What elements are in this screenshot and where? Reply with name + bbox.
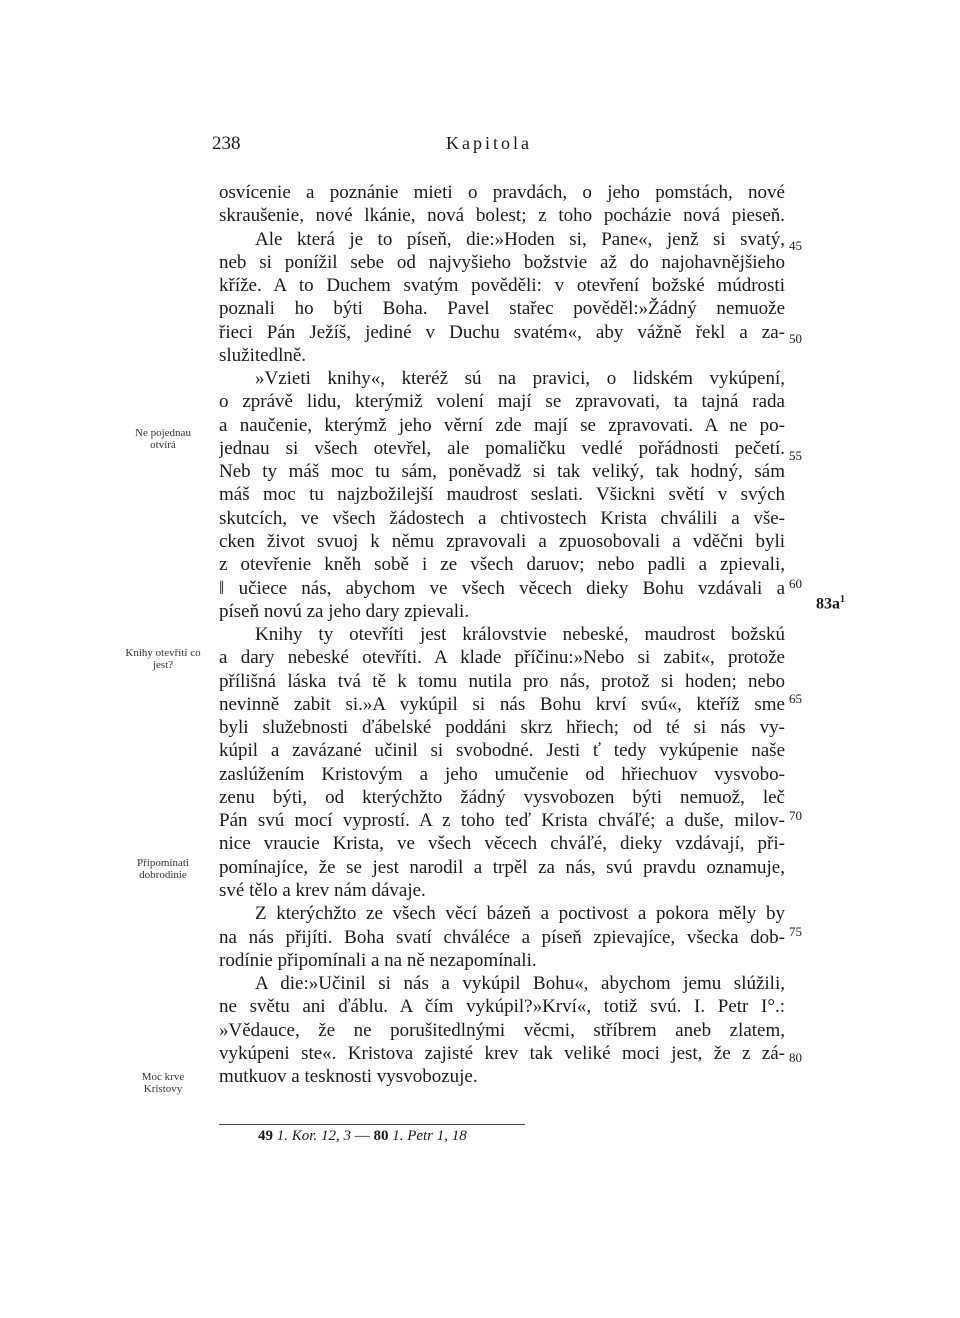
footnote-location: 12, 3	[320, 1128, 351, 1144]
folio-reference	[816, 594, 845, 613]
footnote	[258, 1128, 467, 1145]
text-line: rodínie připomínali a na ně nezapomínali.	[219, 949, 537, 971]
text-line: na nás přijíti. Boha svatí chválécе a píseň zpievajíce, všecka dob-	[219, 926, 785, 948]
text-line: své tělo a krev nám dávaje.	[219, 879, 426, 901]
text-line: přílišná láska tvá tě k tomu nutila pro nás, protož si hoden; nebo	[219, 670, 785, 692]
text-line: nevinně zabit si.»A vykúpil si nás Bohu krví svú«, kteříž sme	[219, 693, 785, 715]
text-line: pomínajíce, že se jest narodil a trpěl za nás, svú pravdu oznamuje,	[219, 856, 785, 878]
text-line: neb si ponížil sebe od najvyšieho božstvie až do najohavnějšieho	[219, 251, 785, 273]
text-line: ne světu ani ďáblu. A čím vykúpil?»Krví«, totiž svú. I. Petr I°.:	[219, 996, 785, 1018]
line-number: 60	[789, 576, 802, 591]
text-line: služitedlně.	[219, 344, 307, 366]
footnote-location: 1, 18	[436, 1128, 467, 1144]
text-line: skutcích, ve všech žádostech a chtivostech Krista chválili a vše-	[219, 507, 785, 529]
text-line: Ale která je to píseň, die:»Hoden si, Pane«, jenž si svatý,	[255, 228, 785, 250]
line-number: 55	[789, 448, 802, 463]
text-line: nice vraucie Krista, ve všech věcech chváľé, dieky vzdávají, při-	[219, 833, 785, 855]
folio-main: 83a	[816, 595, 840, 613]
running-header: Kapitola	[446, 133, 532, 153]
footnote-line-ref: 80	[373, 1128, 389, 1144]
margin-note: Knihy otevříti co jest?	[125, 647, 201, 671]
text-line: píseň novú za jeho dary zpievali.	[219, 600, 470, 622]
text-line: poznali ho býti Boha. Pavel stařec pověděl:»Žádný nemuože	[219, 298, 785, 320]
margin-note: Moc krve Kristovy	[141, 1071, 185, 1095]
folio-sup: 1	[840, 594, 845, 605]
line-number: 80	[789, 1050, 802, 1065]
text-line: máš moc tu najzbožilejší maudrost seslati. Všickni světí v svých	[219, 484, 785, 506]
text-line: byli služebnosti ďábelské poddáni skrz hřiech; od té si nás vy-	[219, 717, 785, 739]
footnote-rule	[219, 1124, 525, 1125]
footnote-line-ref: 49	[258, 1128, 273, 1144]
text-line: vykúpeni ste«. Kristova zajisté krev tak veliké moci jest, že z zá-	[219, 1042, 785, 1064]
text-line: a dary nebeské otevříti. A klade příčinu:»Nebo si zabit«, protože	[219, 647, 785, 669]
margin-note: Připomínati dobrodinie	[137, 857, 189, 881]
text-line: kříže. A to Duchem svatým pověděli: v otevření božské múdrosti	[219, 275, 785, 297]
text-line: zaslúžením Kristovým a jeho umučenie od hřiechuov vysvobo-	[219, 763, 785, 785]
text-line: a naučenie, kterýmž jeho věrní zde mají se zpravovati. A ne po-	[219, 414, 785, 436]
text-line: osvícenie a poznánie mieti o pravdách, o jeho pomstách, nové	[219, 182, 785, 203]
line-number: 65	[789, 691, 802, 706]
text-line: A die:»Učinil si nás a vykúpil Bohu«, abychom jemu slúžili,	[255, 973, 785, 995]
text-line: kúpil a zavázané učinil si svobodné. Jesti ť tedy vykúpenie naše	[219, 740, 785, 762]
text-line: z otevřenie kněh sobě i ze všech daruov; nebo padli a zpievali,	[219, 554, 785, 576]
footnote-dash: —	[354, 1128, 370, 1144]
text-line: Pán svú mocí vyprostí. A z toho teď Krista chváľé; a duše, milov-	[219, 810, 785, 832]
line-number: 45	[789, 238, 802, 253]
text-line: řieci Pán Ježíš, jediné v Duchu svatém«, aby vážně řekl a za-	[219, 321, 785, 343]
text-line: cken život svuoj k němu zpravovali a zpuosobovali a vděčni byli	[219, 530, 785, 552]
line-number: 50	[789, 331, 802, 346]
page-number: 238	[212, 133, 241, 154]
body-text	[219, 181, 785, 1088]
text-line: Knihy ty otevříti jest královstvie nebeské, maudrost božskú	[255, 624, 785, 646]
text-line: jednau si všech otevřel, ale pomaličku vedlé pořádnosti pečetí.	[219, 437, 785, 459]
text-line: Neb ty máš moc tu sám, poněvadž si tak veliký, tak hodný, sám	[219, 461, 785, 483]
footnote-book: 1. Kor.	[276, 1128, 318, 1144]
margin-note: Ne pojednau otvírá	[135, 427, 191, 451]
text-line: »Vědauce, že ne porušitedlnými věcmi, stříbrem aneb zlatem,	[219, 1019, 785, 1041]
text-line: zenu býti, od kterýchžto žádný vysvobozen býti nemuož, leč	[219, 786, 785, 808]
text-line: mutkuov a tesknosti vysvobozuje.	[219, 1066, 478, 1088]
line-number: 75	[789, 924, 802, 939]
line-number: 70	[789, 808, 802, 823]
text-line: Z kterýchžto ze všech věcí bázeň a poctivost a pokora měly by	[255, 903, 785, 925]
text-line: ‖ učiece nás, abychom ve všech věcech dieky Bohu vzdávali a	[219, 577, 785, 599]
text-line: »Vzieti knihy«, kteréž sú na pravici, o lidském vykúpení,	[255, 368, 785, 390]
text-line: o zprávě lidu, kterýmiž volení mají se zpravovati, ta tajná rada	[219, 391, 785, 413]
text-line: skraušenie, nové lkánie, nová bolest; z toho pocházie nová pieseň.	[219, 205, 785, 227]
footnote-book: 1. Petr	[392, 1128, 434, 1144]
